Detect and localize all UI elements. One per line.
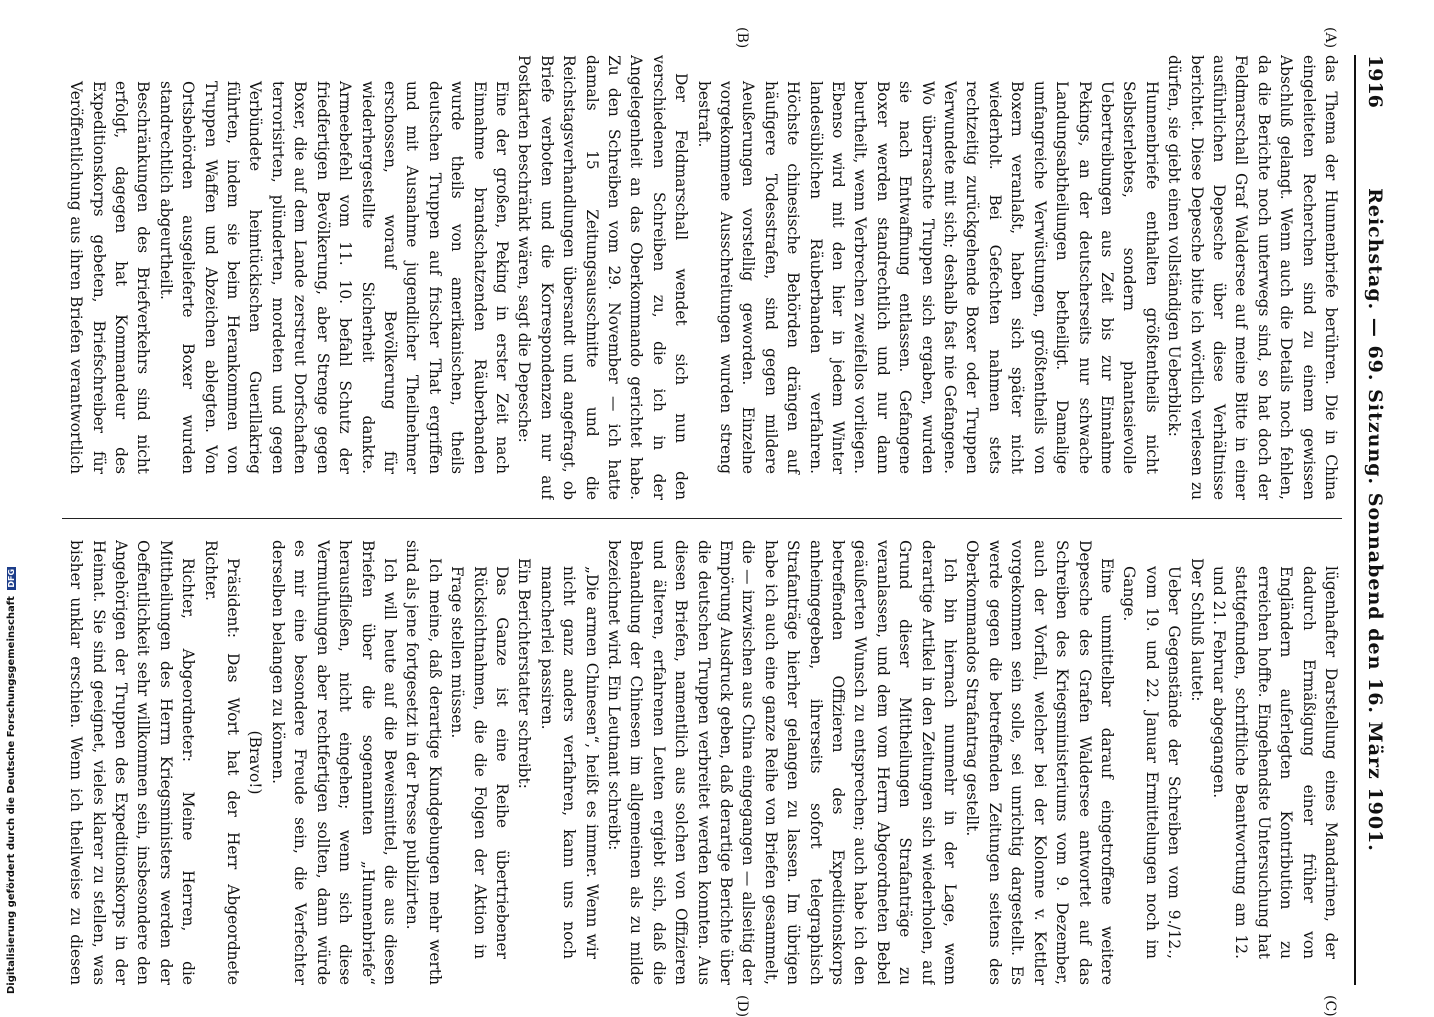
left-column xyxy=(62,55,1342,500)
paragraph: Der Feldmarschall wendet sich nun den verschiedenen Schreiben zu, die ich in der Angelegenheit an das Oberkommando gerichtet habe. Zu den Schreiben vom 29. November — ich hatte damals 15 Zeitungsausschnitte und die Reichstagsverhandlungen übersandt und angefragt, ob Briefe verboten und die Korrespondenzen nur auf Postkarten beschränkt wären, sagt die Depesche: xyxy=(515,55,691,500)
quoted-paragraph: Beschränkungen des Briefverkehrs sind nicht erfolgt, dagegen hat Kommandeur des Expeditionskorps gebeten, Briefschreiber für Veröffentlichung aus ihren Briefen verantwortlich xyxy=(67,81,153,474)
page-header xyxy=(1354,55,1390,985)
paragraph: Der Schluß lautet: xyxy=(1187,558,1206,702)
paragraph: Ich will heute auf die Beweismittel, die aus diesen Briefen über die sogenannten „Hunnenbriefe“ herausfließen, nicht eingehen; wenn sich diese Vermuthungen aber rechtfertigen sollten, dann würde es mir eine besondere Freude sein, die Verfechter derselben belangen zu können. xyxy=(268,540,399,985)
text-columns xyxy=(62,55,1342,985)
speaker-paragraph: Richter, Abgeordneter: Meine Herren, die Mittheilungen des Herrn Kriegsministers werden der Oeffentlichkeit sehr willkommen sein, insbesondere den Angehörigen der Truppen des Expeditionskorps in der Heimat. Sie sind geeignet, vieles klarer zu stellen, was bisher unklar erschien. Wenn ich theilweise zu diesen xyxy=(67,540,198,985)
document-page xyxy=(60,27,1390,1017)
quoted-paragraph: lügenhafter Darstellung eines Mandarinen, der dadurch Ermäßigung einer früher von Engländern auferlegten Kontribution zu erreichen hoffte. Eingehendste Untersuchung hat stattgefunden, schriftliche Beantwortung am 12. und 21. Februar abgegangen. xyxy=(1209,566,1340,959)
quoted-paragraph: Eine der großen, Peking in erster Zeit nach Einnahme brandschatzenden Räuberbanden wurde theils von amerikanischen, theils deutschen Truppen auf frischer That ergriffen und mit Ausnahme jugendlicher Theilnehmer erschossen, worauf Bevölkerung für wiederhergestellte Sicherheit dankte. Armeebefehl vom 11. 10. befahl Schutz der friedfertigen Bevölkerung, aber Strenge gegen Boxer, die auf dem Lande zerstreut Dorfschaften terrorisirten, plünderten, mordeten und gegen Verbündete heimtückischen Guerillakrieg führten, indem sie beim Herankommen von Truppen Waffen und Abzeichen ablegten. Von Ortsbehörden ausgelieferte Boxer wurden standrechtlich abgeurtheilt. xyxy=(156,81,511,474)
page-number: 1916 xyxy=(1364,55,1386,108)
quoted-paragraph: „Die armen Chinesen“, heißt es immer. Wenn wir nicht ganz anders verfahren, kann uns noch mancherlei passiren. xyxy=(537,566,601,959)
quoted-paragraph: Hunnenbriefe enthalten größtentheils nicht Selbsterlebtes, sondern phantasievolle Uebertreibungen aus Zeit bis zur Einnahme Pekings, an der deutscherseits nur schwache Landungsabtheilungen betheiligt. Damalige umfangreiche Verwüstungen, größtentheils von Boxern veranlaßt, haben sich später nicht wiederholt. Bei Gefechten nahmen stets rechtzeitig zurückgehende Boxer oder Truppen Verwundete mit sich; deshalb fast nie Gefangene. Wo überraschte Truppen sich ergaben, wurden sie nach Entwaffnung entlassen. Gefangene Boxer werden standrechtlich und nur dann beurtheilt, wenn Verbrechen zweifellos vorliegen. Ebenso wird mit den hier in jedem Winter landesüblichen Räuberbanden verfahren. Höchste chinesische Behörden drängen auf häufigere Todesstrafen, sind gegen mildere Aeußerungen vorstellig geworden. Einzelne vorgekommene Ausschreitungen wurden streng bestraft. xyxy=(694,81,1161,474)
column-divider xyxy=(62,518,1342,519)
margin-marker-c: (C) xyxy=(1322,995,1338,1017)
paragraph: Ein Berichterstatter schreibt: xyxy=(515,558,534,789)
paragraph: Ich meine, daß derartige Kundgebungen mehr werth sind als jene fortgesetzt in der Presse publizirten. xyxy=(403,540,444,985)
margin-marker-b: (B) xyxy=(734,27,750,49)
dfg-logo: DFG xyxy=(7,568,16,588)
margin-marker-d: (D) xyxy=(734,995,750,1017)
footer-text: Digitalisierung gefördert durch die Deutsche Forschungsgemeinschaft xyxy=(6,596,17,994)
interjection: (Bravo!) xyxy=(246,730,265,795)
paragraph: Ich bin hiernach nunmehr in der Lage, wenn derartige Artikel in den Zeitungen sich wiederholen, auf Grund dieser Mittheilungen Strafanträge zu veranlassen, und dem vom Herrn Abgeordneten Bebel geäußerten Wunsch zu entsprechen; auch habe ich den betreffenden Offizieren des Expeditionskorps anheimgegeben, ihrerseits sofort telegraphisch Strafanträge hierher gelangen zu lassen. Im übrigen habe ich auch eine ganze Reihe von Briefen gesammelt, die — inzwischen aus China eingegangen — allseitig der Empörung Ausdruck geben, daß derartige Berichte über die deutschen Truppen verbreitet werden konnten. Aus diesen Briefen, namentlich aus solchen von Offizieren und älteren, erfahrenen Leuten ergiebt sich, daß die Behandlung der Chinesen im allgemeinen als zu milde bezeichnet wird. Ein Leutnant schreibt: xyxy=(605,540,960,985)
digitization-footer xyxy=(6,568,20,994)
quoted-paragraph: Ueber Gegenstände der Schreiben vom 9./12., vom 19. und 22. Januar Ermittelungen noch im Gange. xyxy=(1120,566,1184,959)
paragraph: Eine unmittelbar darauf eingetroffene weitere Depesche des Grafen Waldersee antwortet auf das Schreiben des Kriegsministeriums vom 9. Dezember, auch der Vorfall, welcher bei der Kolonne v. Kettler vorgekommen sein solle, sei unrichtig dargestellt. Es werde gegen die betreffenden Zeitungen seitens des Oberkommandos Strafantrag gestellt. xyxy=(963,540,1116,985)
paragraph: das Thema der Hunnenbriefe berühren. Die in China eingeleiteten Recherchen sind zu einem gewissen Abschluß gelangt. Wenn auch die Details noch fehlen, da die Berichte noch unterwegs sind, so hat doch der Feldmarschall Graf Waldersee auf meine Bitte in einer ausführlichen Depesche über diese Verhältnisse berichtet. Diese Depesche bitte ich wörtlich verlesen zu dürfen, sie giebt einen vollständigen Ueberblick: xyxy=(1165,55,1340,500)
quoted-paragraph: Das Ganze ist eine Reihe übertriebener Rücksichtnahmen, die die Folgen der Aktion in Frage stellen müssen. xyxy=(448,566,511,959)
page-title: Reichstag. — 69. Sitzung. Sonnabend den 16. März 1901. xyxy=(1364,188,1386,852)
margin-marker-a: (A) xyxy=(1322,27,1338,49)
speaker-paragraph: Präsident: Das Wort hat der Herr Abgeordnete Richter. xyxy=(201,540,243,985)
right-column xyxy=(62,540,1342,985)
